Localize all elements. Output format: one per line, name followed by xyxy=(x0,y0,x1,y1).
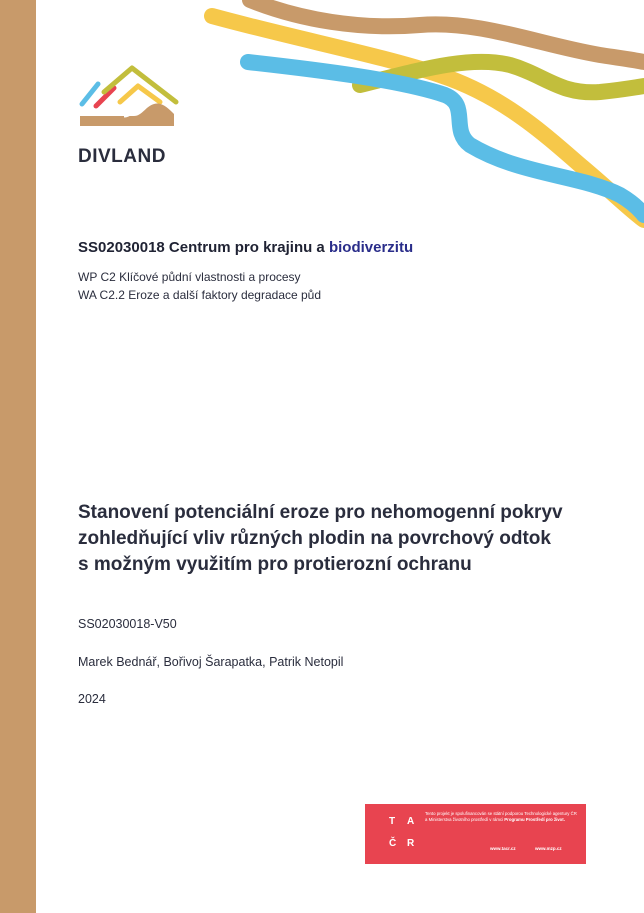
document-title-line: s možným využitím pro protierozní ochranu xyxy=(78,554,472,575)
document-code: SS02030018-V50 xyxy=(78,617,177,631)
tacr-web-link[interactable]: www.tacr.cz xyxy=(490,846,516,851)
document-title-line: Stanovení potenciální eroze pro nehomogenní pokryv xyxy=(78,502,563,523)
work-activity: WA C2.2 Eroze a další faktory degradace půd xyxy=(78,288,322,302)
tacr-letter: Č xyxy=(389,838,397,849)
tacr-letter: R xyxy=(407,838,415,849)
document-title xyxy=(78,500,598,578)
work-package-info xyxy=(78,268,321,304)
work-package: WP C2 Klíčové půdní vlastnosti a procesy xyxy=(78,270,301,284)
tacr-letter: T xyxy=(389,816,396,827)
tacr-letter: A xyxy=(407,816,415,827)
logo-text: DIVLAND xyxy=(78,146,166,167)
tacr-text-programme: Programu Prostředí pro život. xyxy=(504,816,565,822)
document-title-line: zohledňující vliv různých plodin na povrchový odtok xyxy=(78,528,551,549)
project-title-highlight: biodiverzitu xyxy=(328,239,414,256)
mzp-web-link[interactable]: www.mzp.cz xyxy=(535,846,562,851)
ribbon-brown xyxy=(250,0,644,62)
document-year: 2024 xyxy=(78,692,106,706)
document-authors: Marek Bednář, Bořivoj Šarapatka, Patrik Netopil xyxy=(78,655,344,669)
tacr-funding-text xyxy=(425,811,580,823)
tacr-funding-badge xyxy=(365,804,586,864)
project-title xyxy=(78,239,413,256)
project-title-main: SS02030018 Centrum pro krajinu a xyxy=(78,239,329,256)
tacr-text-part: Tento projekt je spolufinancován se státní podporou Technologické agentury ČR a Ministerstva životního prostředí v rámci xyxy=(425,811,577,822)
